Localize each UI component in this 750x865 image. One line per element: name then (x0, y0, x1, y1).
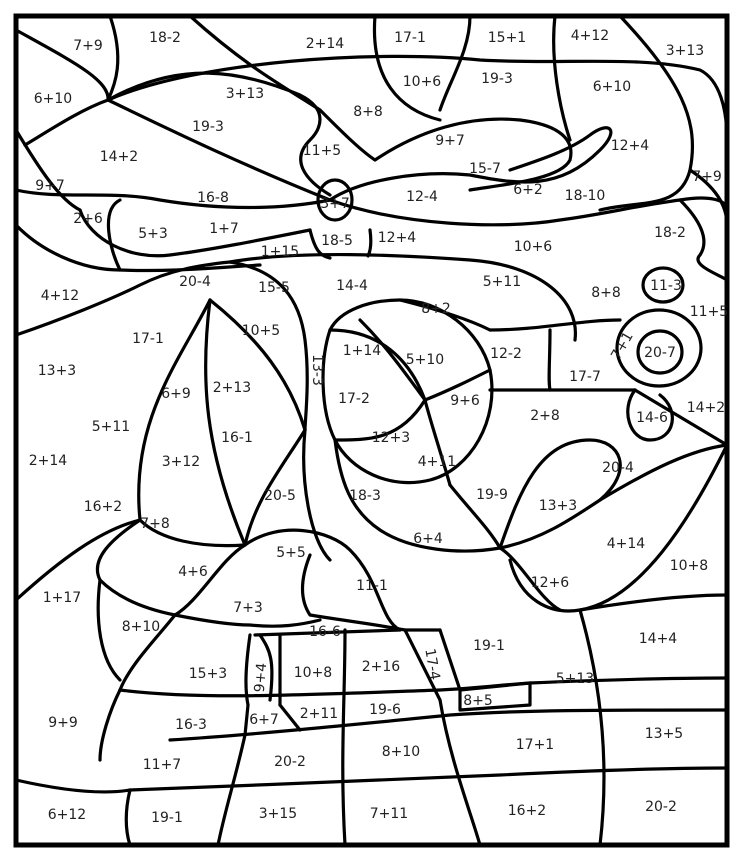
region-label: 11+5 (302, 143, 342, 159)
region-label: 7+3 (233, 600, 263, 616)
region-label: 1+15 (260, 244, 300, 260)
region-label: 20-4 (602, 460, 634, 476)
region-label: 16-1 (221, 430, 253, 446)
region-label: 17+1 (515, 737, 555, 753)
region-label: 6+10 (592, 79, 632, 95)
region-label: 10+8 (669, 558, 709, 574)
region-label: 8+8 (591, 285, 621, 301)
region-label: 15+3 (188, 666, 228, 682)
region-label: 13+3 (538, 498, 578, 514)
region-label: 11-3 (650, 278, 682, 294)
region-label: 14+2 (686, 400, 726, 416)
region-label: 1+17 (42, 590, 82, 606)
region-label: 8+8 (353, 104, 383, 120)
region-label: 12+3 (371, 430, 411, 446)
region-label: 5+3 (138, 226, 168, 242)
region-label: 7+1 (608, 329, 637, 363)
region-label: 6+10 (33, 91, 73, 107)
region-label: 20-2 (274, 754, 306, 770)
region-label: 6+9 (161, 386, 191, 402)
region-label: 19-3 (192, 119, 224, 135)
region-label: 15-7 (469, 161, 501, 177)
region-label: 3+7 (320, 196, 350, 212)
region-label: 16+2 (507, 803, 547, 819)
region-label: 2+14 (305, 36, 345, 52)
region-label: 2+11 (299, 706, 339, 722)
region-label: 12-2 (490, 346, 522, 362)
region-label: 10+6 (402, 74, 442, 90)
region-label: 4+14 (606, 536, 646, 552)
region-label: 20-5 (264, 488, 296, 504)
region-label: 4+12 (40, 288, 80, 304)
region-label: 1+7 (209, 221, 239, 237)
region-label: 14-4 (336, 278, 368, 294)
region-label: 10+8 (293, 665, 333, 681)
region-label: 19-1 (151, 810, 183, 826)
region-label: 17-2 (338, 391, 370, 407)
region-label: 12+4 (377, 230, 417, 246)
region-label: 2+6 (73, 211, 103, 227)
region-label: 12-4 (406, 189, 438, 205)
region-label: 13+3 (37, 363, 77, 379)
region-label: 2+16 (361, 659, 401, 675)
region-label: 6+2 (513, 182, 543, 198)
region-label: 2+13 (212, 380, 252, 396)
region-label: 8+2 (421, 301, 451, 317)
region-label: 8+10 (121, 619, 161, 635)
region-label: 5+10 (405, 352, 445, 368)
region-label: 19-3 (481, 71, 513, 87)
region-label: 18-3 (349, 488, 381, 504)
region-label: 4+12 (570, 28, 610, 44)
region-label: 9+7 (35, 178, 65, 194)
region-label: 8+10 (381, 744, 421, 760)
region-label: 10+5 (241, 323, 281, 339)
region-label: 17-1 (394, 30, 426, 46)
region-label: 1+14 (342, 343, 382, 359)
region-label: 4+6 (178, 564, 208, 580)
region-label: 6+4 (413, 531, 443, 547)
region-label: 15-5 (258, 280, 290, 296)
region-label: 5+13 (555, 671, 595, 687)
region-label: 5+5 (276, 545, 306, 561)
region-label: 16-8 (197, 190, 229, 206)
region-label: 3+13 (665, 43, 705, 59)
region-label: 8+5 (463, 693, 493, 709)
region-label: 16-3 (175, 717, 207, 733)
region-label: 14+4 (638, 631, 678, 647)
region-label: 18-10 (564, 188, 606, 204)
region-label: 10+6 (513, 239, 553, 255)
region-label: 20-2 (645, 799, 677, 815)
region-label: 6+7 (249, 712, 279, 728)
region-label: 9+6 (450, 393, 480, 409)
region-label: 7+8 (140, 516, 170, 532)
region-label: 3+12 (161, 454, 201, 470)
region-label: 17-7 (569, 369, 601, 385)
region-label: 18-2 (654, 225, 686, 241)
region-label: 11+5 (689, 304, 729, 320)
region-label: 14+2 (99, 149, 139, 165)
region-label: 19-6 (369, 702, 401, 718)
region-label: 9+9 (48, 715, 78, 731)
region-label: 16-6 (309, 624, 341, 640)
region-label: 7+11 (369, 806, 409, 822)
region-label: 14-6 (636, 410, 668, 426)
region-label: 20-4 (179, 274, 211, 290)
region-label: 2+8 (530, 408, 560, 424)
region-label: 9+7 (435, 133, 465, 149)
region-label: 19-1 (473, 638, 505, 654)
region-label: 3+15 (258, 806, 298, 822)
region-label: 5+11 (482, 274, 522, 290)
region-label: 4+11 (417, 454, 457, 470)
region-label: 16+2 (83, 499, 123, 515)
region-label: 5+11 (91, 419, 131, 435)
region-label: 7+9 (73, 38, 103, 54)
region-label: 11-1 (356, 578, 388, 594)
region-label: 18-2 (149, 30, 181, 46)
region-label: 18-5 (321, 233, 353, 249)
region-label: 19-9 (476, 487, 508, 503)
region-label: 17-4 (421, 647, 443, 682)
region-label: 7+9 (692, 169, 722, 185)
region-label: 2+14 (28, 453, 68, 469)
region-label: 20-7 (644, 345, 676, 361)
region-label: 12+4 (610, 138, 650, 154)
region-label: 13-3 (309, 354, 325, 386)
region-label: 11+7 (142, 757, 182, 773)
region-label: 6+12 (47, 807, 87, 823)
region-label: 12+6 (530, 575, 570, 591)
region-label: 3+13 (225, 86, 265, 102)
region-label: 13+5 (644, 726, 684, 742)
region-label: 9+4 (251, 662, 271, 694)
region-label: 15+1 (487, 30, 527, 46)
region-labels (29, 28, 728, 826)
region-label: 17-1 (132, 331, 164, 347)
